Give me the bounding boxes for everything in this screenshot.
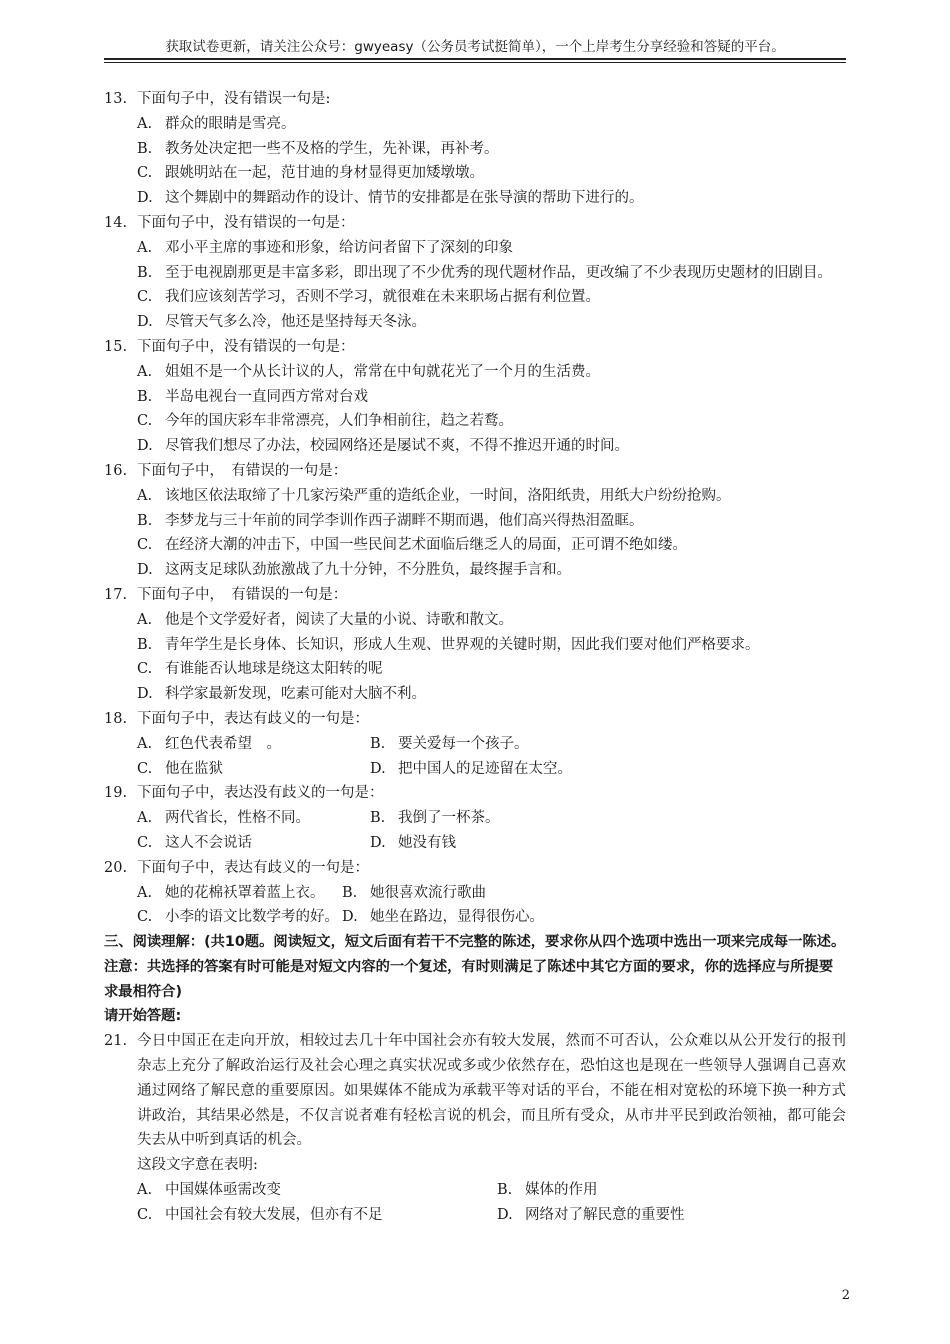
option-b: B. 半岛电视台一直同西方常对台戏	[137, 388, 368, 405]
page-header: 获取试卷更新，请关注公众号：gwyeasy（公务员考试挺简单），一个上岸考生分享经验和答疑的平台。	[165, 39, 785, 55]
option-row	[104, 757, 846, 782]
option-d: D. 这两支足球队劲旅激战了九十分钟，不分胜负，最终握手言和。	[137, 562, 571, 579]
option-a: A. 姐姐不是一个从长计议的人，常常在中旬就花光了一个月的生活费。	[137, 363, 600, 380]
option-a: A. 中国媒体亟需改变	[137, 1182, 281, 1199]
option-c: C. 这人不会说话	[137, 834, 252, 851]
question-15	[104, 335, 846, 360]
option-row	[104, 1178, 846, 1203]
option-d: D. 尽管天气多么冷，他还是坚持每天冬泳。	[137, 314, 426, 331]
option-b: B. 李梦龙与三十年前的同学李训作西子湖畔不期而遇，他们高兴得热泪盈眶。	[137, 512, 644, 529]
question-13	[104, 87, 846, 112]
option-c: C. 有谁能否认地球是绕这太阳转的呢	[137, 661, 383, 678]
option-row	[104, 806, 846, 831]
question-number: 14.	[104, 214, 128, 231]
option-d: D. 网络对了解民意的重要性	[497, 1206, 685, 1223]
question-number: 13.	[104, 91, 128, 107]
option-a: A. 他是个文学爱好者，阅读了大量的小说、诗歌和散文。	[137, 611, 513, 628]
option-c: C. 他在监狱	[137, 760, 223, 777]
question-20	[104, 856, 846, 881]
header-rule-thick	[104, 58, 846, 60]
page-number: 2	[841, 1288, 850, 1303]
option-a: A. 群众的眼睛是雪亮。	[137, 115, 296, 132]
option-a: A. 红色代表希望 。	[137, 735, 281, 752]
option-c: C. 今年的国庆彩车非常漂亮，人们争相前往，趋之若鹜。	[137, 413, 513, 430]
question-stem: 下面句子中， 有错误的一句是：	[137, 462, 348, 479]
option-d: D. 尽管我们想尽了办法，校园网络还是屡试不爽，不得不推迟开通的时间。	[137, 438, 629, 455]
option-row	[104, 905, 846, 930]
question-14	[104, 211, 846, 236]
option-d: D. 她坐在路边，显得很伤心。	[342, 909, 544, 926]
question-number: 17.	[104, 586, 128, 603]
header-rule-thin	[104, 62, 846, 63]
question-stem: 下面句子中，表达有歧义的一句是：	[137, 859, 369, 876]
option-b: B. 我倒了一杯茶。	[370, 810, 500, 827]
section-start: 请开始答题:	[104, 1008, 182, 1025]
page-content	[104, 87, 846, 1228]
reading-passage: 今日中国正在走向开放，相较过去几十年中国社会亦有较大发展，然而不可否认，公众难以从公开发行的报刊杂志上充分了解政治运行及社会心理之真实状况或多或少依然存在，恐怕这也是现在一些领导人强调自己喜欢通过网络了解民意的重要原因。如果媒体不能成为承载平等对话的平台，不能在相对宽松的环境下换一种方式讲政治，其结果必然是，不仅言说者难有轻松言说的机会，而且所有受众，从市井平民到政治领袖，都可能会失去从中听到真话的机会。	[137, 1033, 846, 1149]
option-d: D. 这个舞剧中的舞蹈动作的设计、情节的安排都是在张导演的帮助下进行的。	[137, 190, 644, 207]
question-16	[104, 459, 846, 484]
question-number: 15.	[104, 338, 128, 355]
question-21	[104, 1029, 846, 1153]
option-a: A. 邓小平主席的事迹和形象，给访问者留下了深刻的印象	[137, 239, 513, 256]
question-stem: 下面句子中，没有错误一句是:	[137, 91, 331, 107]
question-number: 18.	[104, 710, 128, 727]
question-17	[104, 583, 846, 608]
option-b: B. 至于电视剧那更是丰富多彩，即出现了不少优秀的现代题材作品，更改编了不少表现历史题材的旧剧目。	[137, 264, 832, 281]
option-c: C. 我们应该刻苦学习，否则不学习，就很难在未来职场占据有利位置。	[137, 289, 600, 306]
question-stem: 下面句子中，表达没有歧义的一句是：	[137, 785, 384, 802]
option-row	[104, 881, 846, 906]
option-b: B. 青年学生是长身体、长知识，形成人生观、世界观的关键时期，因此我们要对他们严格要求。	[137, 636, 760, 653]
option-d: D. 科学家最新发现，吃素可能对大脑不利。	[137, 686, 426, 703]
question-18	[104, 707, 846, 732]
option-c: C. 小李的语文比数学考的好。	[137, 909, 339, 926]
option-row	[104, 732, 846, 757]
option-d: D. 她没有钱	[370, 834, 456, 851]
section-title: 三、阅读理解：(共10题。阅读短文，短文后面有若干不完整的陈述，要求你从四个选项中选出一项来完成每一陈述。注意：共选择的答案有时可能是对短文内容的一个复述，有时则满足了陈述中其它方面的要求，你的选择应与所提要求最相符合)	[104, 934, 846, 1000]
option-b: B. 教务处决定把一些不及格的学生，先补课，再补考。	[137, 140, 499, 157]
question-stem: 下面句子中，没有错误的一句是：	[137, 338, 355, 355]
question-number: 19.	[104, 785, 128, 802]
option-b: B. 媒体的作用	[497, 1182, 598, 1199]
option-row	[104, 831, 846, 856]
question-number: 16.	[104, 462, 128, 479]
question-stem: 下面句子中， 有错误的一句是：	[137, 586, 348, 603]
option-c: C. 跟姚明站在一起，范甘迪的身材显得更加矮墩墩。	[137, 165, 484, 182]
option-c: C. 在经济大潮的冲击下，中国一些民间艺术面临后继乏人的局面，正可谓不绝如缕。	[137, 537, 687, 554]
option-a: A. 两代省长，性格不同。	[137, 810, 310, 827]
option-b: B. 她很喜欢流行歌曲	[342, 884, 486, 901]
question-19	[104, 781, 846, 806]
question-prompt: 这段文字意在表明:	[137, 1157, 258, 1174]
option-a: A. 该地区依法取缔了十几家污染严重的造纸企业，一时间，洛阳纸贵，用纸大户纷纷抢购。	[137, 487, 731, 504]
question-stem: 下面句子中，表达有歧义的一句是：	[137, 710, 369, 727]
option-a: A. 她的花棉袄罩着蓝上衣。	[137, 884, 325, 901]
option-b: B. 要关爱每一个孩子。	[370, 735, 529, 752]
option-c: C. 中国社会有较大发展，但亦有不足	[137, 1206, 383, 1223]
option-d: D. 把中国人的足迹留在太空。	[370, 760, 572, 777]
option-row	[104, 1203, 846, 1228]
question-stem: 下面句子中，没有错误的一句是：	[137, 214, 355, 231]
question-number: 21.	[104, 1033, 128, 1050]
question-number: 20.	[104, 859, 128, 876]
